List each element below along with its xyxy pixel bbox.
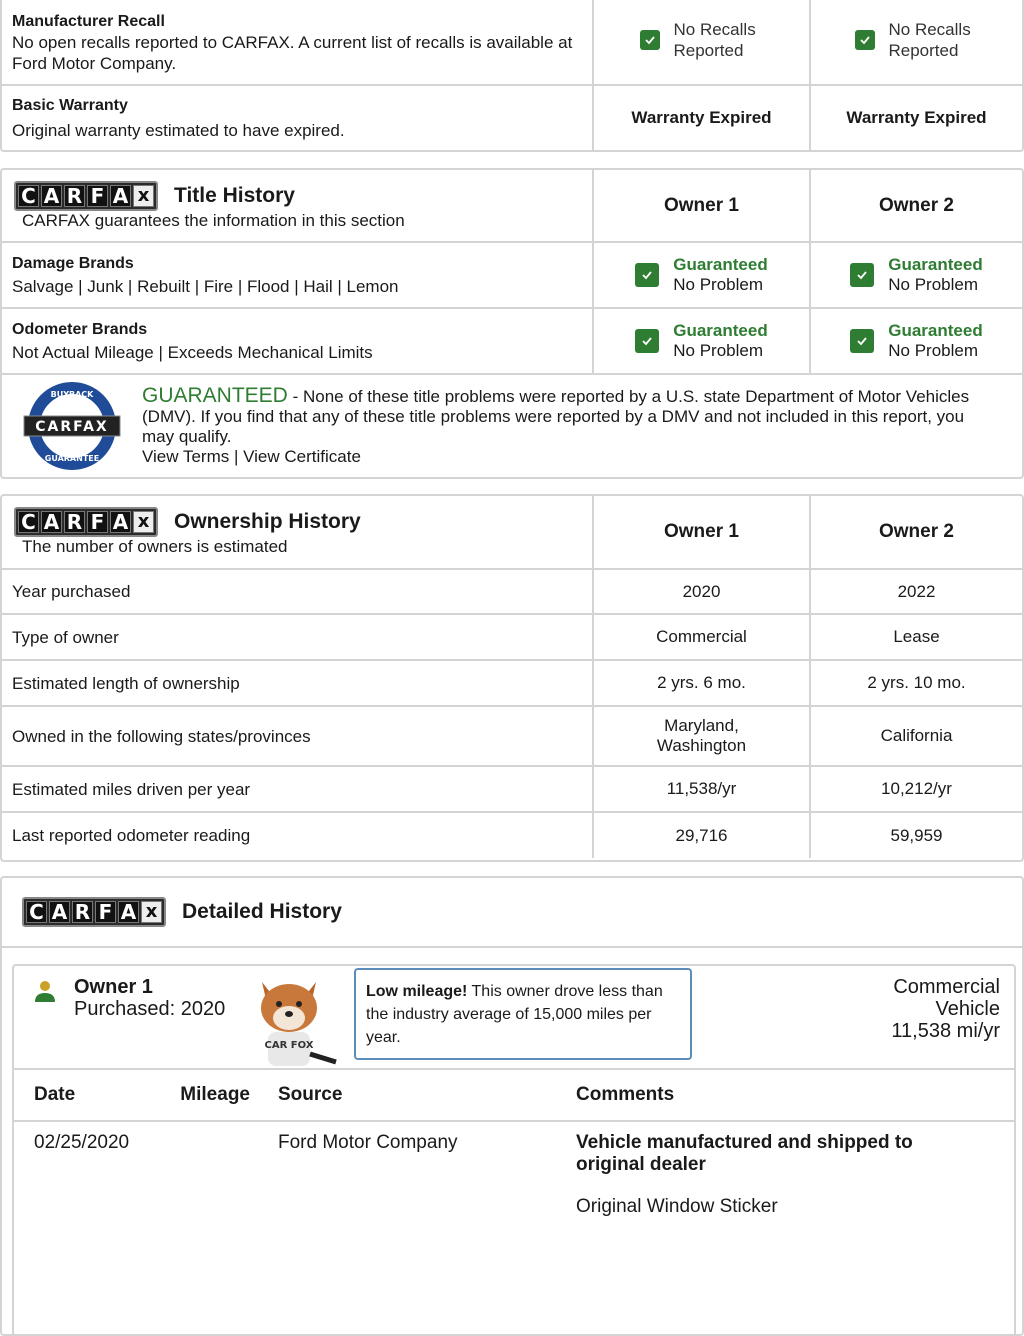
owner1-value: 2 yrs. 6 mo.	[592, 661, 809, 705]
owner2-header: Owner 2	[809, 170, 1022, 241]
result-label: No Problem	[673, 275, 764, 294]
odometer-brands-row	[2, 307, 1022, 373]
row-title: Damage Brands	[12, 255, 134, 272]
record-mileage	[156, 1132, 256, 1218]
warranty-status-owner2: Warranty Expired	[809, 86, 1022, 150]
row-label: Type of owner	[12, 627, 119, 647]
guarantee-text: - None of these title problems were reported by a U.S. state Department of Motor Vehicles (DMV). If you find that any of these title problems were reported by a DMV and not included in this report, you may qualify.	[142, 386, 970, 446]
owner1-value: 2020	[592, 570, 809, 613]
owner-type-line1: Commercial	[893, 976, 1000, 998]
owner2-value: 2022	[809, 570, 1022, 613]
row-label: Estimated miles driven per year	[12, 779, 251, 799]
title-history-header	[2, 170, 1022, 241]
ownership-header	[2, 496, 1022, 568]
check-icon	[850, 263, 874, 287]
records-header	[14, 1068, 1014, 1120]
owner-summary	[14, 966, 1014, 1068]
check-icon	[635, 329, 659, 353]
owner1-value: Commercial	[592, 615, 809, 659]
col-comments: Comments	[576, 1084, 675, 1105]
row-title: Manufacturer Recall	[12, 12, 165, 30]
check-icon	[850, 329, 874, 353]
record-comment-bold: Vehicle manufactured and shipped to original dealer	[576, 1132, 913, 1175]
ownership-row	[2, 659, 1022, 705]
low-mileage-note	[354, 968, 692, 1060]
row-label: Owned in the following states/provinces	[12, 726, 311, 746]
ownership-row	[2, 765, 1022, 811]
result-label: No Problem	[673, 341, 764, 360]
warranty-status-owner1: Warranty Expired	[592, 86, 809, 150]
section-subtitle: CARFAX guarantees the information in this section	[22, 210, 405, 230]
check-icon	[640, 30, 660, 50]
owner2-value: 59,959	[809, 813, 1022, 858]
title-history-card	[0, 168, 1024, 479]
col-mileage: Mileage	[180, 1084, 250, 1105]
view-certificate-link[interactable]: View Certificate	[243, 446, 361, 466]
carfax-logo: C A R F A x	[14, 507, 158, 537]
guaranteed-label: Guaranteed	[673, 255, 768, 274]
section-title: Detailed History	[182, 900, 342, 923]
owner2-header: Owner 2	[809, 496, 1022, 568]
damage-brands-row	[2, 241, 1022, 307]
owner1-value: 11,538/yr	[592, 767, 809, 811]
carfax-logo: C A R F A x	[22, 897, 166, 927]
section-title: Ownership History	[174, 510, 361, 533]
recall-warranty-card	[0, 0, 1024, 152]
owner1-header: Owner 1	[592, 496, 809, 568]
col-source: Source	[278, 1084, 343, 1105]
person-icon	[34, 980, 56, 1002]
view-terms-link[interactable]: View Terms	[142, 446, 230, 466]
detailed-history-card	[0, 876, 1024, 1336]
owner2-value: California	[809, 707, 1022, 765]
section-title: Title History	[174, 183, 295, 207]
owner2-value: 10,212/yr	[809, 767, 1022, 811]
ownership-row	[2, 568, 1022, 613]
owner-name: Owner 1	[74, 976, 153, 998]
col-date: Date	[34, 1084, 76, 1105]
note-text: This owner drove less than the industry average of 15,000 miles per year.	[366, 983, 663, 1046]
badge-bottom-text: GUARANTEE	[44, 454, 100, 463]
link-separator: |	[229, 446, 244, 466]
guaranteed-label: Guaranteed	[673, 321, 768, 340]
row-desc: Original warranty estimated to have expired.	[12, 121, 345, 140]
guarantee-row	[2, 373, 1022, 477]
check-icon	[855, 30, 875, 50]
result-label: No Problem	[888, 341, 979, 360]
badge-top-text: BUYBACK	[50, 390, 94, 399]
record-row	[14, 1120, 1014, 1218]
badge-logo-text: CARFAX	[35, 419, 109, 435]
manufacturer-recall-row	[2, 0, 1022, 84]
result-label: No Problem	[888, 275, 979, 294]
owner-type-line2: Vehicle	[935, 998, 1000, 1020]
row-desc: Not Actual Mileage | Exceeds Mechanical Limits	[12, 343, 373, 362]
section-subtitle: The number of owners is estimated	[22, 537, 288, 556]
carfax-logo: C A R F A x	[14, 181, 158, 211]
purchased-year: Purchased: 2020	[74, 998, 226, 1020]
buyback-guarantee-badge	[2, 381, 142, 471]
row-title: Odometer Brands	[12, 321, 148, 338]
row-label: Last reported odometer reading	[12, 826, 251, 845]
owner-history-panel	[12, 964, 1016, 1336]
owner2-value: Lease	[809, 615, 1022, 659]
recall-status-owner2: No Recalls Reported	[888, 20, 971, 60]
row-desc: Salvage | Junk | Rebuilt | Fire | Flood | Hail | Lemon	[12, 277, 399, 296]
guaranteed-label: Guaranteed	[888, 321, 983, 340]
mascot-shirt-text: CAR FOX	[264, 1040, 314, 1051]
guaranteed-label: Guaranteed	[888, 255, 983, 274]
guaranteed-heading: GUARANTEED	[142, 383, 288, 407]
record-source: Ford Motor Company	[278, 1132, 458, 1153]
owner1-value: 29,716	[592, 813, 809, 858]
recall-status-owner1: No Recalls Reported	[673, 20, 756, 60]
ownership-history-card	[0, 494, 1024, 862]
basic-warranty-row	[2, 84, 1022, 150]
record-date: 02/25/2020	[34, 1132, 130, 1153]
owner2-value: 2 yrs. 10 mo.	[809, 661, 1022, 705]
owner-miles: 11,538 mi/yr	[891, 1020, 1000, 1042]
ownership-row	[2, 811, 1022, 858]
ownership-row	[2, 613, 1022, 659]
original-window-sticker[interactable]: Original Window Sticker	[576, 1196, 778, 1217]
ownership-row	[2, 705, 1022, 765]
row-desc: No open recalls reported to CARFAX. A current list of recalls is available at Ford Motor Company.	[12, 32, 573, 73]
check-icon	[635, 263, 659, 287]
row-label: Estimated length of ownership	[12, 673, 240, 693]
owner1-value: Maryland, Washington	[592, 707, 809, 765]
row-label: Year purchased	[12, 582, 131, 601]
detailed-history-header	[2, 878, 1022, 948]
row-title: Basic Warranty	[12, 97, 128, 114]
owner1-header: Owner 1	[592, 170, 809, 241]
note-bold: Low mileage!	[366, 983, 468, 1000]
carfox-mascot	[254, 974, 344, 1068]
